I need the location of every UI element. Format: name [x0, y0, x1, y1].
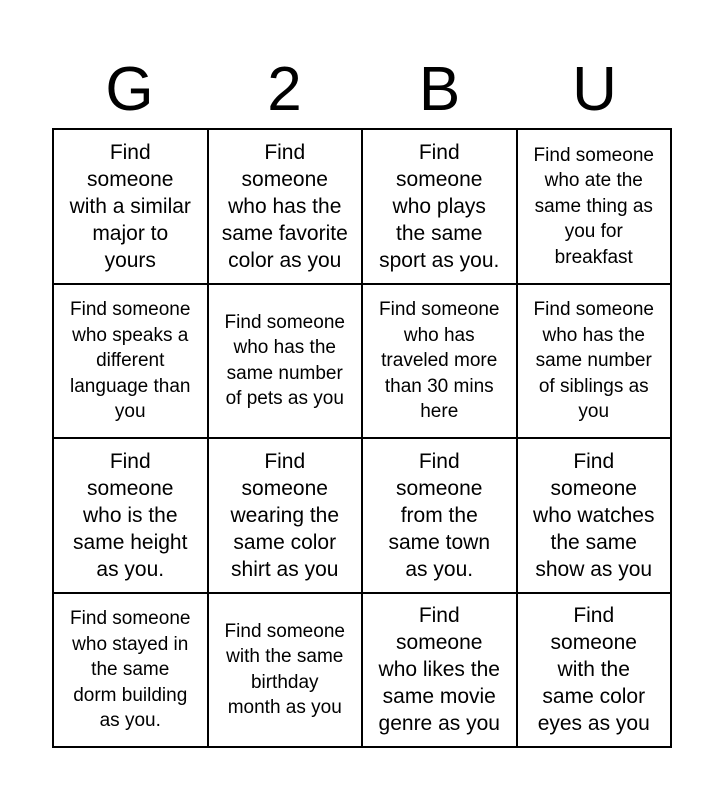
bingo-cell-text: Find someone who likes the same movie genre as you	[378, 604, 500, 736]
bingo-cell-r4c3[interactable]	[362, 593, 517, 748]
bingo-cell-r1c1[interactable]	[53, 129, 208, 284]
bingo-cell-r4c2[interactable]	[208, 593, 363, 748]
bingo-cell-r2c2[interactable]	[208, 284, 363, 439]
bingo-cell-r1c4[interactable]	[517, 129, 672, 284]
header-letter-3: B	[418, 55, 461, 124]
header-letter-2: 2	[267, 55, 302, 124]
bingo-grid	[52, 128, 672, 748]
bingo-cell-text: Find someone with the same color eyes as you	[537, 604, 650, 736]
bingo-cell-text: Find someone who ate the same thing as you for breakfast	[533, 144, 654, 268]
bingo-cell-r4c1[interactable]	[53, 593, 208, 748]
bingo-cell-text: Find someone who speaks a different language than you	[70, 299, 191, 422]
bingo-cell-text: Find someone who stayed in the same dorm building as you.	[70, 608, 191, 731]
bingo-cell-text: Find someone who is the same height as you.	[73, 449, 188, 581]
bingo-cell-text: Find someone who plays the same sport as you.	[379, 140, 500, 272]
bingo-cell-r3c1[interactable]	[53, 438, 208, 593]
bingo-cell-r1c3[interactable]	[362, 129, 517, 284]
bingo-cell-text: Find someone wearing the same color shirt as you	[230, 449, 340, 581]
bingo-cell-text: Find someone who watches the same show as you	[533, 449, 655, 581]
bingo-cell-text: Find someone from the same town as you.	[388, 449, 491, 581]
bingo-cell-text: Find someone who has traveled more than 30 mins here	[379, 299, 500, 422]
bingo-cell-r3c4[interactable]	[517, 438, 672, 593]
header-letter-1: G	[105, 55, 154, 124]
bingo-cell-text: Find someone who has the same favorite color as you	[221, 140, 348, 272]
bingo-cell-text: Find someone who has the same number of siblings as you	[533, 299, 654, 422]
bingo-cell-r2c4[interactable]	[517, 284, 672, 439]
bingo-cell-r2c1[interactable]	[53, 284, 208, 439]
bingo-cell-r3c2[interactable]	[208, 438, 363, 593]
bingo-header	[52, 52, 672, 128]
bingo-cell-text: Find someone who has the same number of pets as you	[224, 311, 345, 410]
bingo-cell-r2c3[interactable]	[362, 284, 517, 439]
bingo-cell-r3c3[interactable]	[362, 438, 517, 593]
bingo-cell-r1c2[interactable]	[208, 129, 363, 284]
header-letter-4: U	[572, 55, 617, 124]
bingo-cell-r4c4[interactable]	[517, 593, 672, 748]
bingo-cell-text: Find someone with the same birthday month as you	[224, 620, 345, 719]
bingo-cell-text: Find someone with a similar major to yours	[69, 140, 191, 272]
